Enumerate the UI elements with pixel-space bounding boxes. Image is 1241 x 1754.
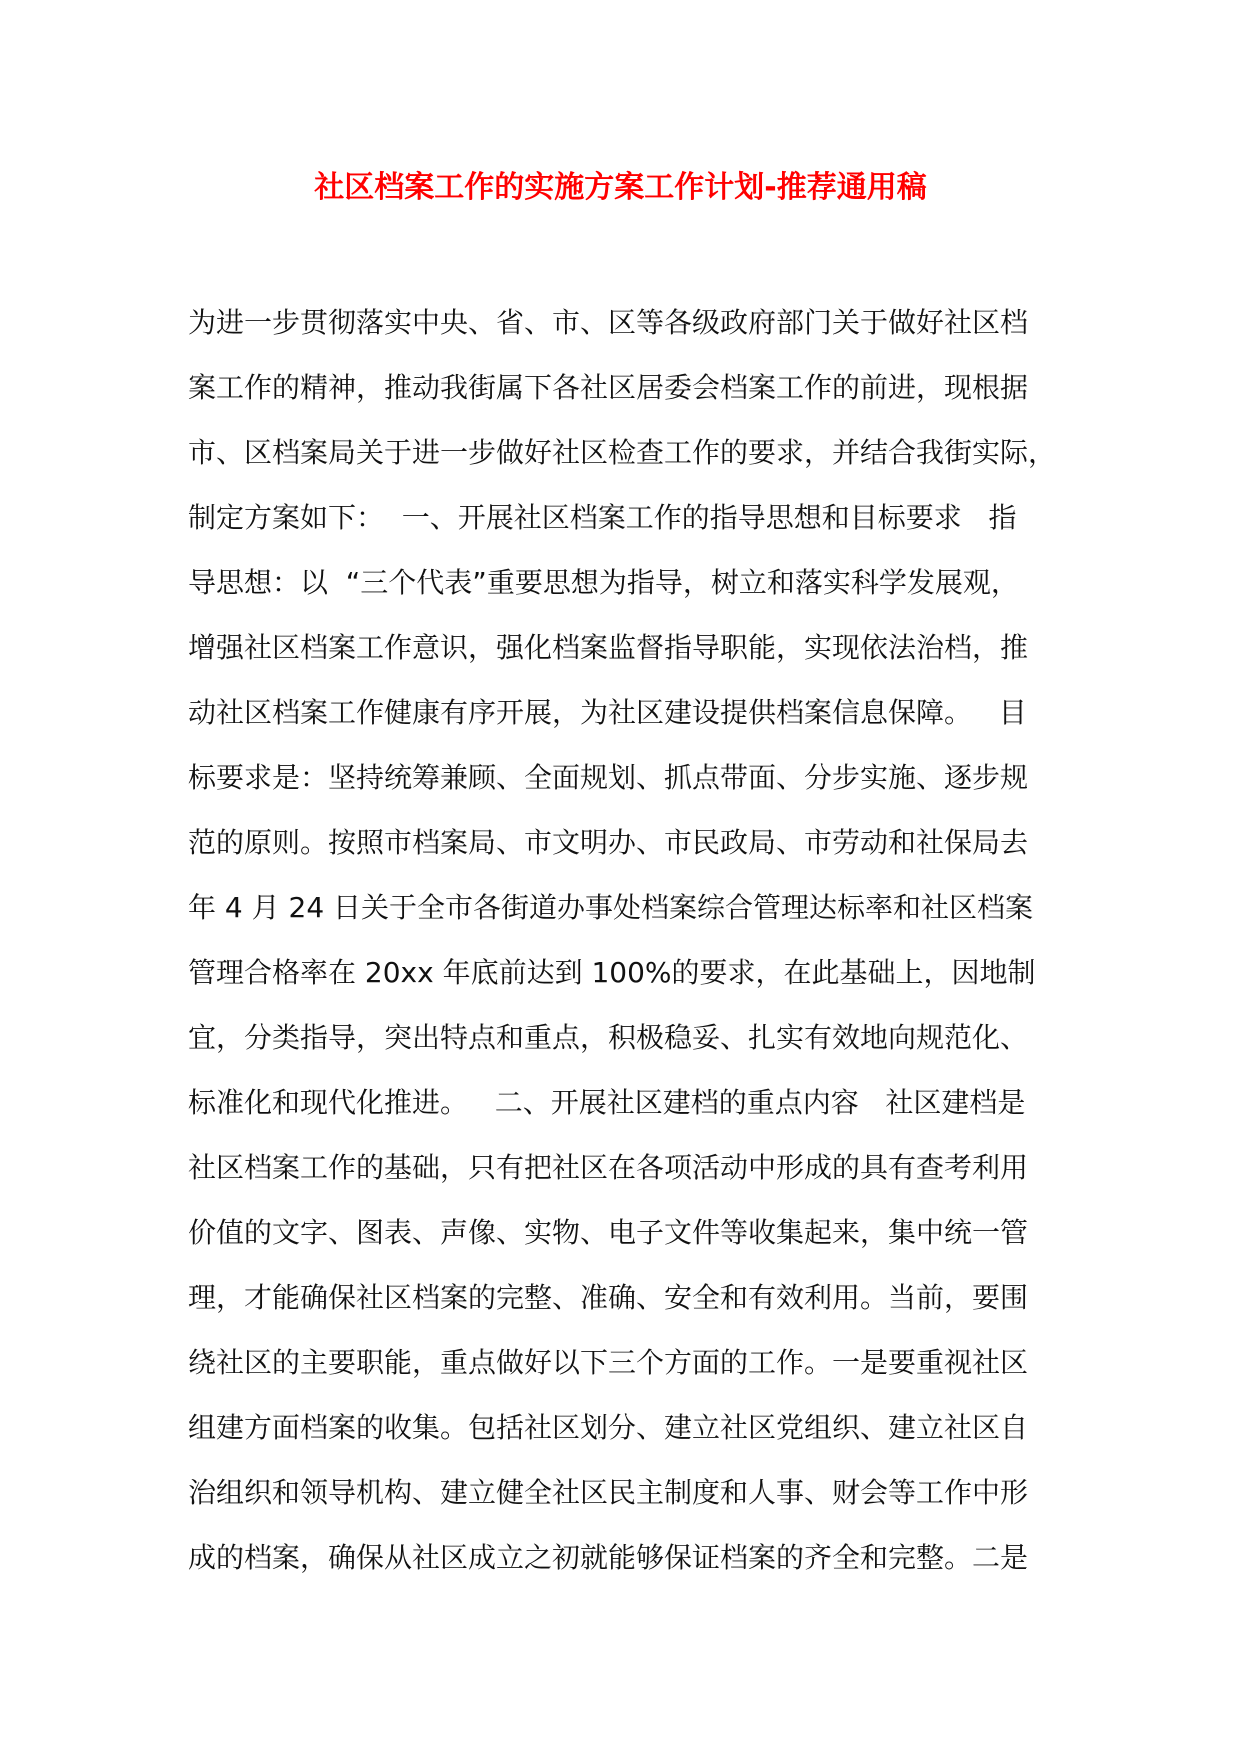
- text-line: 价值的文字、图表、声像、实物、电子文件等收集起来，集中统一管: [188, 1216, 1029, 1249]
- text-line: 理，才能确保社区档案的完整、准确、安全和有效利用。当前，要围: [188, 1281, 1029, 1314]
- text-line: 导思想：以 “三个代表”重要思想为指导，树立和落实科学发展观，: [188, 566, 1019, 599]
- text-line: 为进一步贯彻落实中央、省、市、区等各级政府部门关于做好社区档: [188, 306, 1029, 339]
- text-line: 范的原则。按照市档案局、市文明办、市民政局、市劳动和社保局去: [188, 826, 1029, 859]
- text-line: 动社区档案工作健康有序开展，为社区建设提供档案信息保障。 目: [188, 696, 1027, 729]
- text-line: 宜，分类指导，突出特点和重点，积极稳妥、扎实有效地向规范化、: [188, 1021, 1029, 1054]
- text-line: 标要求是：坚持统筹兼顾、全面规划、抓点带面、分步实施、逐步规: [188, 761, 1029, 794]
- text-line: 年 4 月 24 日关于全市各街道办事处档案综合管理达标率和社区档案: [188, 891, 1034, 924]
- text-line: 市、区档案局关于进一步做好社区检查工作的要求，并结合我街实际，: [188, 436, 1057, 469]
- page-title: 社区档案工作的实施方案工作计划-推荐通用稿: [314, 170, 927, 205]
- text-line: 组建方面档案的收集。包括社区划分、建立社区党组织、建立社区自: [188, 1411, 1029, 1444]
- text-line: 社区档案工作的基础，只有把社区在各项活动中形成的具有查考利用: [188, 1151, 1029, 1184]
- text-line: 成的档案，确保从社区成立之初就能够保证档案的齐全和完整。二是: [188, 1541, 1029, 1574]
- text-line: 治组织和领导机构、建立健全社区民主制度和人事、财会等工作中形: [188, 1476, 1029, 1509]
- body-text: [188, 290, 1068, 1590]
- text-line: 制定方案如下： 一、开展社区档案工作的指导思想和目标要求 指: [188, 501, 1017, 534]
- text-line: 管理合格率在 20xx 年底前达到 100%的要求，在此基础上，因地制: [188, 956, 1036, 989]
- text-line: 案工作的精神，推动我街属下各社区居委会档案工作的前进，现根据: [188, 371, 1029, 404]
- text-line: 增强社区档案工作意识，强化档案监督指导职能，实现依法治档，推: [188, 631, 1029, 664]
- text-line: 标准化和现代化推进。 二、开展社区建档的重点内容 社区建档是: [188, 1086, 1026, 1119]
- text-line: 绕社区的主要职能，重点做好以下三个方面的工作。一是要重视社区: [188, 1346, 1029, 1379]
